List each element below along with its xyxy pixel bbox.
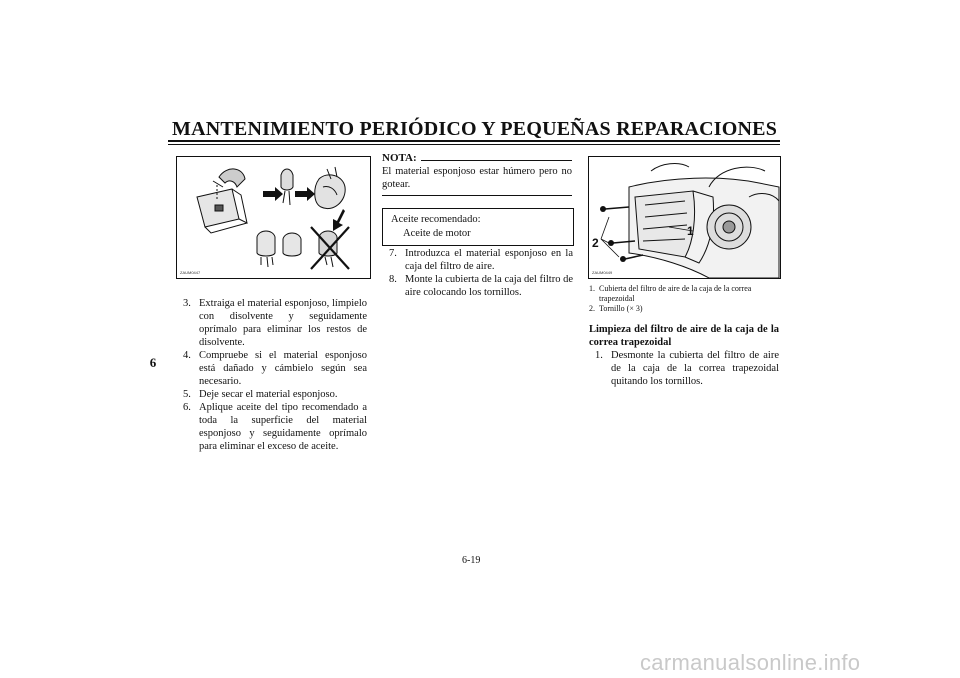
recommended-oil-box (382, 208, 574, 246)
header-rule-thin (168, 144, 780, 145)
list-item (183, 401, 367, 453)
step-number: 6. (183, 402, 191, 413)
list-item (389, 273, 573, 299)
watermark-link[interactable]: carmanualsonline.info (640, 650, 861, 675)
list-item (183, 388, 367, 401)
nota-rule (421, 160, 572, 161)
step-text: Monte la cubierta de la caja del filtro de aire colocando los tornillos. (405, 274, 573, 298)
oil-value: Aceite de motor (403, 228, 471, 239)
caption-item (589, 304, 779, 314)
nota-block (382, 152, 572, 196)
step-number: 3. (183, 298, 191, 309)
figure-cleaning-sponge (176, 156, 371, 279)
step-number: 1. (595, 350, 603, 361)
figure-airbox-cover (588, 156, 781, 279)
caption-text: Cubierta del filtro de aire de la caja de la correa trapezoidal (599, 284, 752, 303)
step-text: Introduzca el material esponjoso en la caja del filtro de aire. (405, 248, 573, 272)
list-item (389, 247, 573, 273)
list-item (183, 349, 367, 388)
figure-code: ZAUM0449 (592, 270, 613, 275)
step-text: Deje secar el material esponjoso. (199, 389, 338, 400)
left-column (183, 297, 367, 453)
cleaning-illustration (177, 157, 370, 278)
nota-heading: NOTA: (382, 152, 417, 164)
right-steps (595, 349, 779, 388)
steps-list (183, 297, 367, 453)
step-text: Extraiga el material esponjoso, límpielo con disolvente y seguidamente oprímalo para eliminar los restos de disolvente. (199, 298, 367, 348)
nota-rule-bottom (382, 195, 572, 196)
caption-number: 1. (589, 284, 595, 293)
middle-steps (389, 247, 573, 299)
step-number: 4. (183, 350, 191, 361)
steps-list (389, 247, 573, 299)
caption-item (589, 284, 779, 304)
list-item (183, 297, 367, 349)
steps-list (595, 349, 779, 388)
caption-number: 2. (589, 304, 595, 313)
step-number: 5. (183, 389, 191, 400)
step-number: 7. (389, 248, 397, 259)
caption-text: Tornillo (× 3) (599, 304, 643, 313)
step-text: Aplique aceite del tipo recomendado a toda la superficie del material esponjoso y seguidamente oprímalo para eliminar el exceso de aceite. (199, 402, 367, 452)
page-number: 6-19 (462, 555, 481, 566)
section-heading: Limpieza del filtro de aire de la caja de la correa trapezoidal (589, 324, 779, 348)
list-item (595, 349, 779, 388)
callout-1: 1 (687, 224, 694, 238)
step-text: Compruebe si el material esponjoso está dañado y cámbielo según sea necesario. (199, 350, 367, 387)
airbox-illustration (589, 157, 780, 278)
figure-code: ZAUM0447 (180, 270, 201, 275)
callout-2: 2 (592, 236, 599, 250)
step-text: Desmonte la cubierta del filtro de aire de la caja de la correa trapezoidal quitando los tornillos. (611, 350, 779, 387)
nota-text: El material esponjoso estar húmero pero no gotear. (382, 166, 572, 190)
header-rule (168, 140, 780, 142)
right-captions (589, 284, 779, 314)
page-title: MANTENIMIENTO PERIÓDICO Y PEQUEÑAS REPARACIONES (172, 118, 778, 140)
step-number: 8. (389, 274, 397, 285)
oil-label: Aceite recomendado: (391, 214, 481, 225)
chapter-tab: 6 (149, 355, 157, 370)
